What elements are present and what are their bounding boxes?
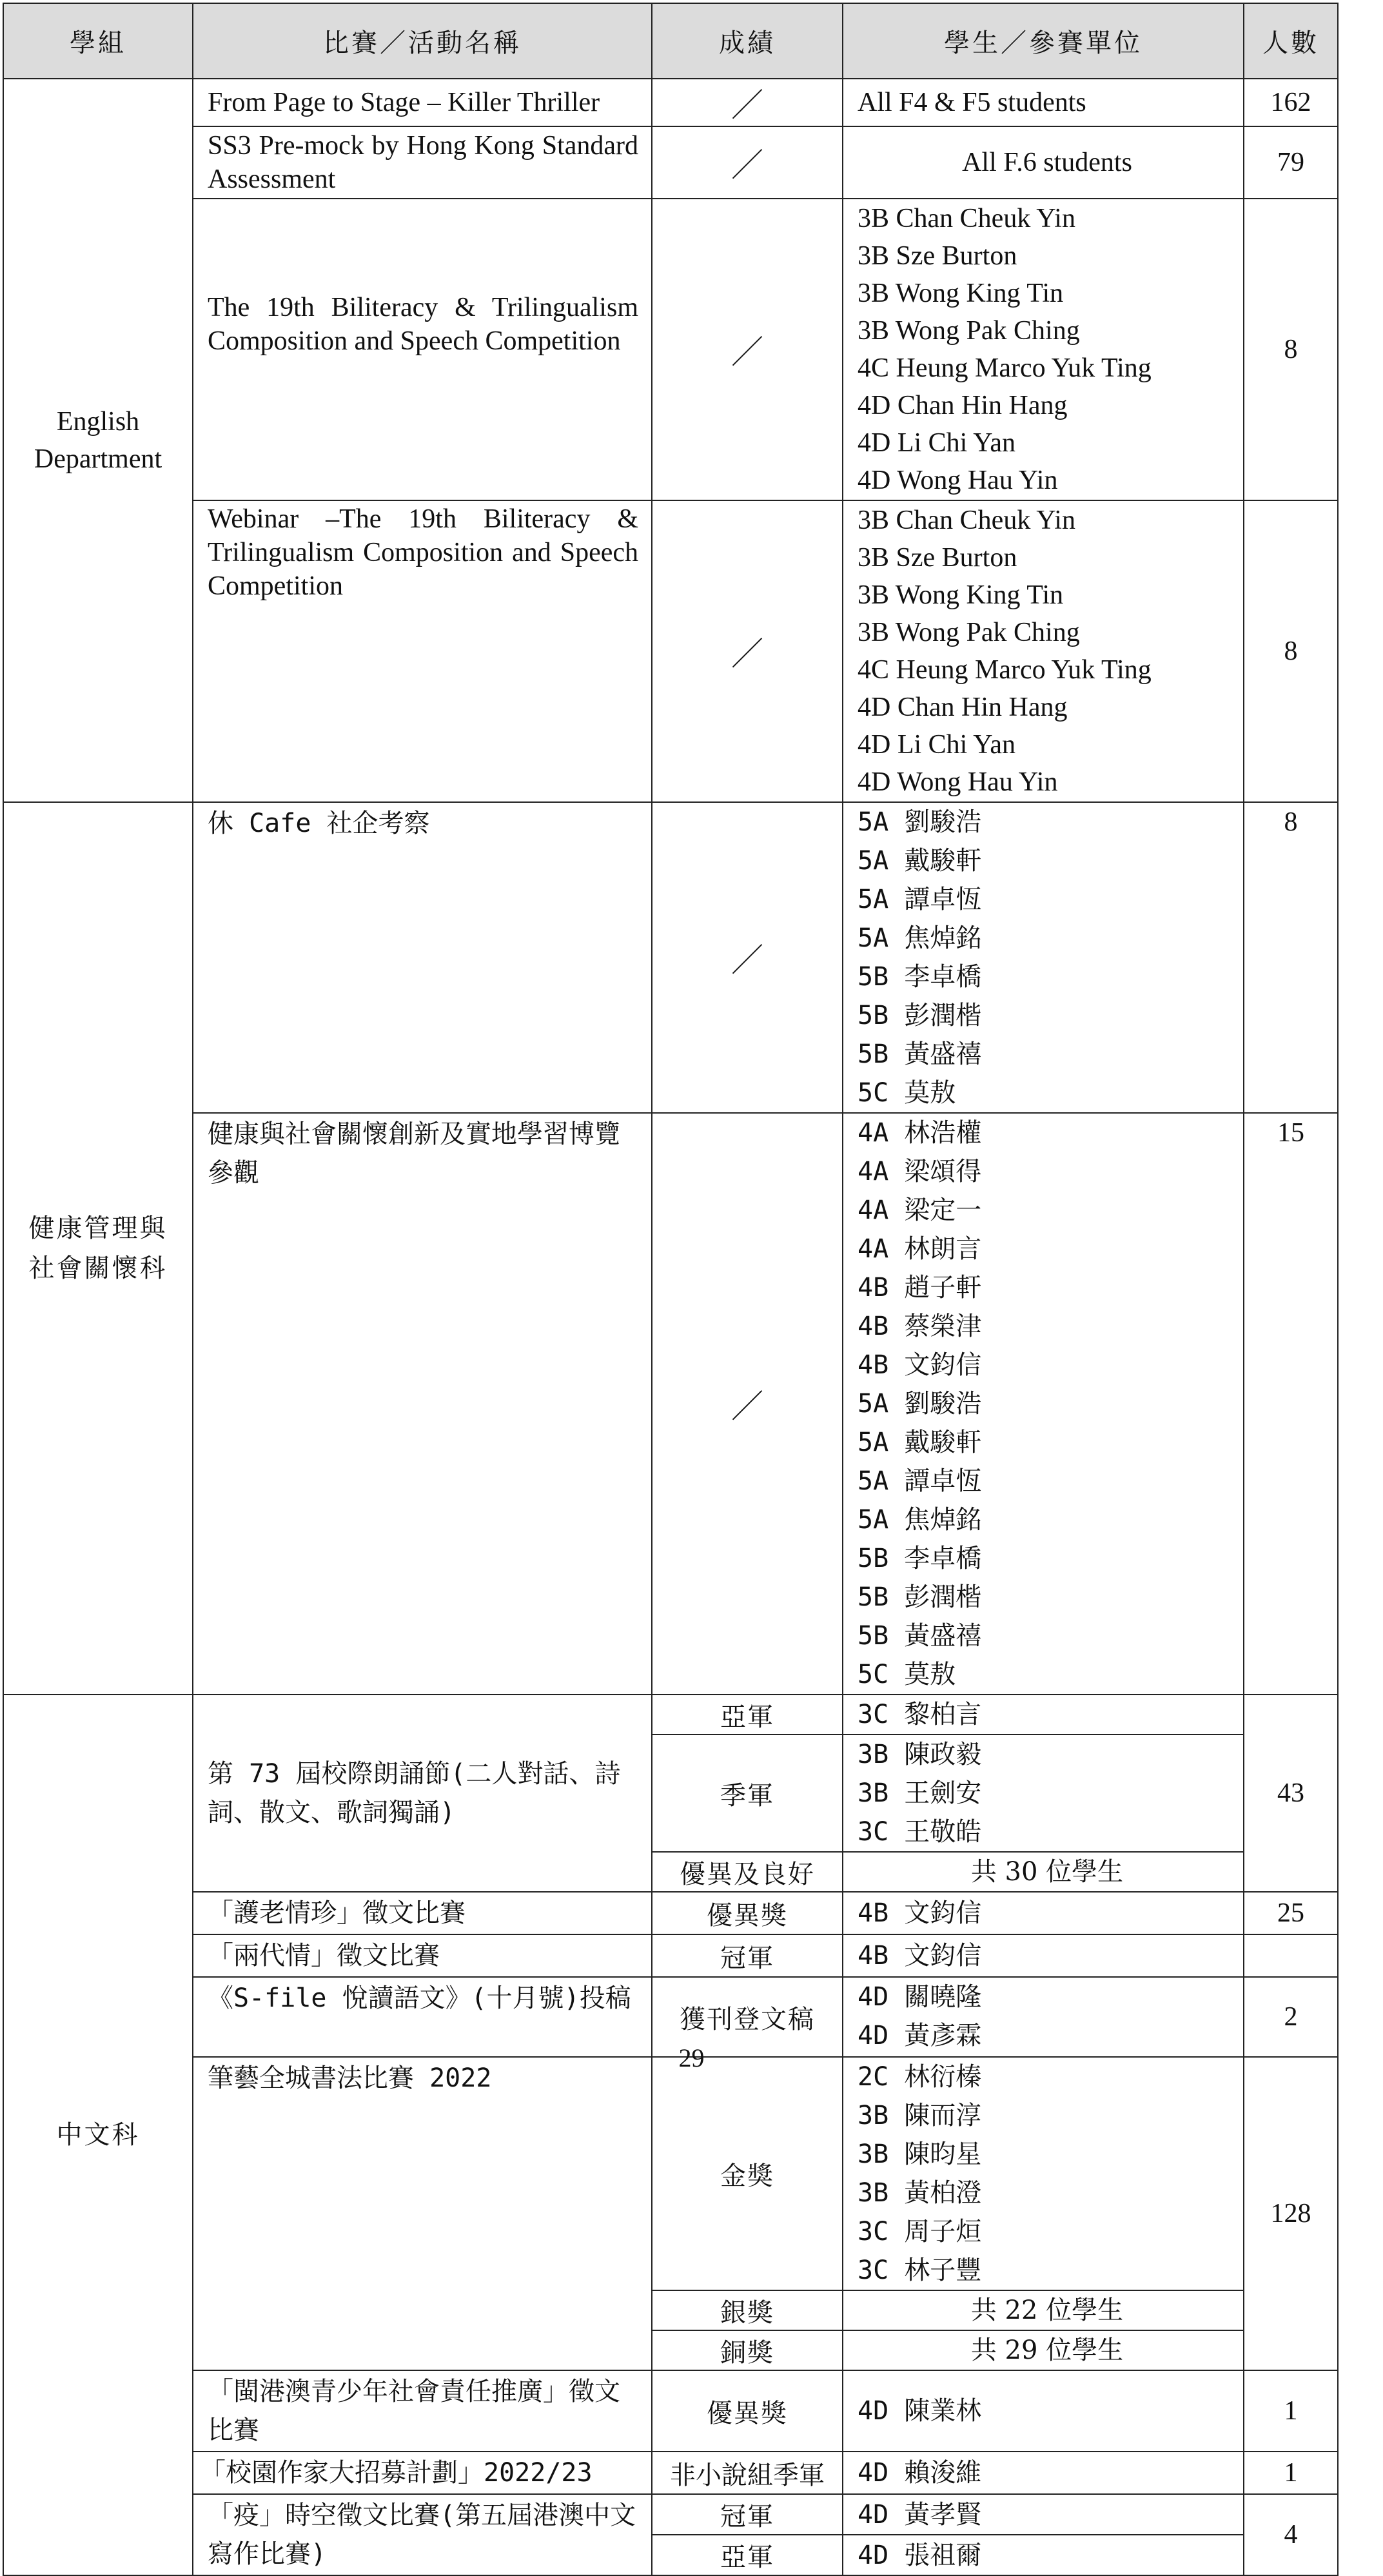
activity-name: SS3 Pre-mock by Hong Kong Standard Assessment (193, 126, 652, 199)
students-cell (843, 1113, 1244, 1695)
students-cell: 4D 黃孝賢 (843, 2494, 1244, 2535)
list-item: 4D Chan Hin Hang (858, 693, 1068, 722)
list-item: 3C 王敬皓 (858, 1817, 982, 1847)
list-item: 3B Wong King Tin (858, 580, 1064, 610)
list-item: 3B Chan Cheuk Yin (858, 204, 1075, 233)
result-cell: 獲刊登文稿 (652, 1977, 843, 2057)
table-row (3, 1934, 1338, 1977)
list-item: 2C 林衍榛3B 陳而淳 (858, 2062, 982, 2130)
students-cell (843, 802, 1244, 1113)
result-cell: 優異獎 (652, 1892, 843, 1934)
list-item: 3B Wong Pak Ching (858, 618, 1080, 647)
list-item: 3B 陳政毅3B 王劍安 (858, 1740, 982, 1808)
activity-name: 健康與社會關懷創新及實地學習博覽參觀 (193, 1113, 652, 1695)
list-item: 4D Wong Hau Yin (858, 466, 1058, 495)
header-count: 人數 (1244, 3, 1338, 79)
count-cell: 1 (1244, 2370, 1338, 2452)
result-cell: ／ (652, 126, 843, 199)
result-cell: ／ (652, 199, 843, 500)
count-cell: 15 (1244, 1113, 1338, 1695)
list-item: 3B Sze Burton (858, 543, 1017, 573)
result-cell: 冠軍 (652, 1934, 843, 1977)
students-cell: 4D 張祖爾 (843, 2535, 1244, 2575)
list-item: 5A 劉駿浩5A 戴駿軒 (858, 807, 982, 876)
list-item: 5B 彭潤楷5B 黃盛禧 (858, 1582, 982, 1651)
activity-name: 「兩代情」徵文比賽 (193, 1934, 652, 1977)
activity-name: From Page to Stage – Killer Thriller (193, 79, 652, 126)
list-item: 3B 陳昀星3B 黃柏澄 (858, 2139, 982, 2208)
header-result: 成績 (652, 3, 843, 79)
table-row (3, 126, 1338, 199)
activity-name: 「疫」時空徵文比賽(第五屆港澳中文寫作比賽) (193, 2494, 652, 2575)
result-cell: 非小說組季軍 (652, 2452, 843, 2494)
students-cell (843, 199, 1244, 500)
list-item: 4B 趙子軒4B 蔡榮津 (858, 1273, 982, 1341)
students-cell: All F4 & F5 students (843, 79, 1244, 126)
result-cell: 亞軍 (652, 2535, 843, 2575)
list-item: 4D Li Chi Yan (858, 730, 1016, 760)
list-item: 3B Wong Pak Ching (858, 316, 1080, 346)
result-cell: 優異及良好 (652, 1852, 843, 1892)
list-item: 4B 文鈞信5A 劉駿浩 (858, 1350, 982, 1419)
students-cell (843, 2057, 1244, 2290)
list-item: 4D Wong Hau Yin (858, 767, 1058, 797)
result-cell: 亞軍 (652, 1695, 843, 1735)
list-item: 3B Chan Cheuk Yin (858, 506, 1075, 535)
header-activity: 比賽／活動名稱 (193, 3, 652, 79)
list-item: 5A 焦焯銘5B 李卓橋 (858, 1505, 982, 1573)
header-department: 學組 (3, 3, 193, 79)
count-cell: 162 (1244, 79, 1338, 126)
count-cell: 79 (1244, 126, 1338, 199)
result-cell: 銅獎 (652, 2330, 843, 2370)
list-item: 4A 梁定一4A 林朗言 (858, 1195, 982, 1264)
students-cell (843, 1735, 1244, 1852)
count-cell: 43 (1244, 1695, 1338, 1892)
count-cell: 8 (1244, 199, 1338, 500)
list-item: 4C Heung Marco Yuk Ting (858, 655, 1152, 685)
activity-name: 筆藝全城書法比賽 2022 (193, 2057, 652, 2370)
activity-name: 「閩港澳青少年社會責任推廣」徵文比賽 (193, 2370, 652, 2452)
list-item: 3B Sze Burton (858, 241, 1017, 271)
result-cell: 銀獎 (652, 2290, 843, 2330)
department-health: 健康管理與 社會關懷科 (3, 802, 193, 1695)
header-students: 學生／參賽單位 (843, 3, 1244, 79)
result-cell: ／ (652, 1113, 843, 1695)
list-item: 4A 林浩權4A 梁頌得 (858, 1118, 982, 1186)
activity-name: 《S-file 悅讀語文》(十月號)投稿 (193, 1977, 652, 2057)
count-cell: 4 (1244, 2494, 1338, 2575)
department-english: English Department (3, 79, 193, 802)
table-row (3, 2494, 1338, 2535)
students-cell: 共 30 位學生 (843, 1852, 1244, 1892)
students-cell: 4D 陳業林 (843, 2370, 1244, 2452)
table-row (3, 1695, 1338, 1735)
students-cell: All F.6 students (843, 126, 1244, 199)
activity-name: The 19th Biliteracy & Trilingualism Composition and Speech Competition (193, 199, 652, 500)
table-row (3, 802, 1338, 1113)
students-cell: 3C 黎柏言 (843, 1695, 1244, 1735)
department-chinese: 中文科 (3, 1695, 193, 2575)
list-item: 3B Wong King Tin (858, 279, 1064, 308)
result-cell: 季軍 (652, 1735, 843, 1852)
count-cell: 8 (1244, 802, 1338, 1113)
result-cell: 金獎 (652, 2057, 843, 2290)
count-cell: 2 (1244, 1977, 1338, 2057)
table-row (3, 199, 1338, 500)
students-cell: 4B 文鈞信 (843, 1892, 1244, 1934)
list-item: 4D 關曉隆4D 黃彥霖 (858, 1982, 982, 2050)
list-item: 4D Li Chi Yan (858, 428, 1016, 458)
activity-name: 第 73 屆校際朗誦節(二人對話、詩詞、散文、歌詞獨誦) (193, 1695, 652, 1892)
students-cell: 共 22 位學生 (843, 2290, 1244, 2330)
activity-table (3, 3, 1339, 2576)
students-cell: 4B 文鈞信 (843, 1934, 1244, 1977)
list-item: 5A 戴駿軒5A 譚卓恆 (858, 1428, 982, 1496)
table-row (3, 500, 1338, 802)
table-header-row (3, 3, 1338, 79)
page-number: 29 (678, 2043, 705, 2072)
count-cell: 8 (1244, 500, 1338, 802)
count-cell: 1 (1244, 2452, 1338, 2494)
table-row (3, 2057, 1338, 2290)
count-cell: 25 (1244, 1892, 1338, 1934)
list-item: 3C 周子烜3C 林子豐 (858, 2217, 982, 2285)
list-item: 5C 莫敖 (858, 1660, 956, 1689)
list-item: 5B 李卓橋5B 彭潤楷 (858, 962, 982, 1030)
result-cell: ／ (652, 500, 843, 802)
activity-name: 「護老情珍」徵文比賽 (193, 1892, 652, 1934)
result-cell: 優異獎 (652, 2370, 843, 2452)
list-item: 4C Heung Marco Yuk Ting (858, 353, 1152, 383)
list-item: 5A 譚卓恆5A 焦焯銘 (858, 885, 982, 953)
list-item: 5B 黃盛禧5C 莫敖 (858, 1039, 982, 1108)
activity-name: Webinar –The 19th Biliteracy & Trilingualism Composition and Speech Competition (193, 500, 652, 802)
students-cell: 4D 賴浚維 (843, 2452, 1244, 2494)
students-cell (843, 500, 1244, 802)
students-cell: 共 29 位學生 (843, 2330, 1244, 2370)
count-cell: 128 (1244, 2057, 1338, 2370)
activity-name: 休 Cafe 社企考察 (193, 802, 652, 1113)
table-row (3, 1113, 1338, 1695)
table-row (3, 2452, 1338, 2494)
table-row (3, 2370, 1338, 2452)
result-cell: 冠軍 (652, 2494, 843, 2535)
activity-name: 「校園作家大招募計劃」2022/23 (193, 2452, 652, 2494)
table-row (3, 1892, 1338, 1934)
count-cell (1244, 1934, 1338, 1977)
result-cell: ／ (652, 802, 843, 1113)
list-item: 4D Chan Hin Hang (858, 391, 1068, 420)
table-row (3, 79, 1338, 126)
result-cell: ／ (652, 79, 843, 126)
